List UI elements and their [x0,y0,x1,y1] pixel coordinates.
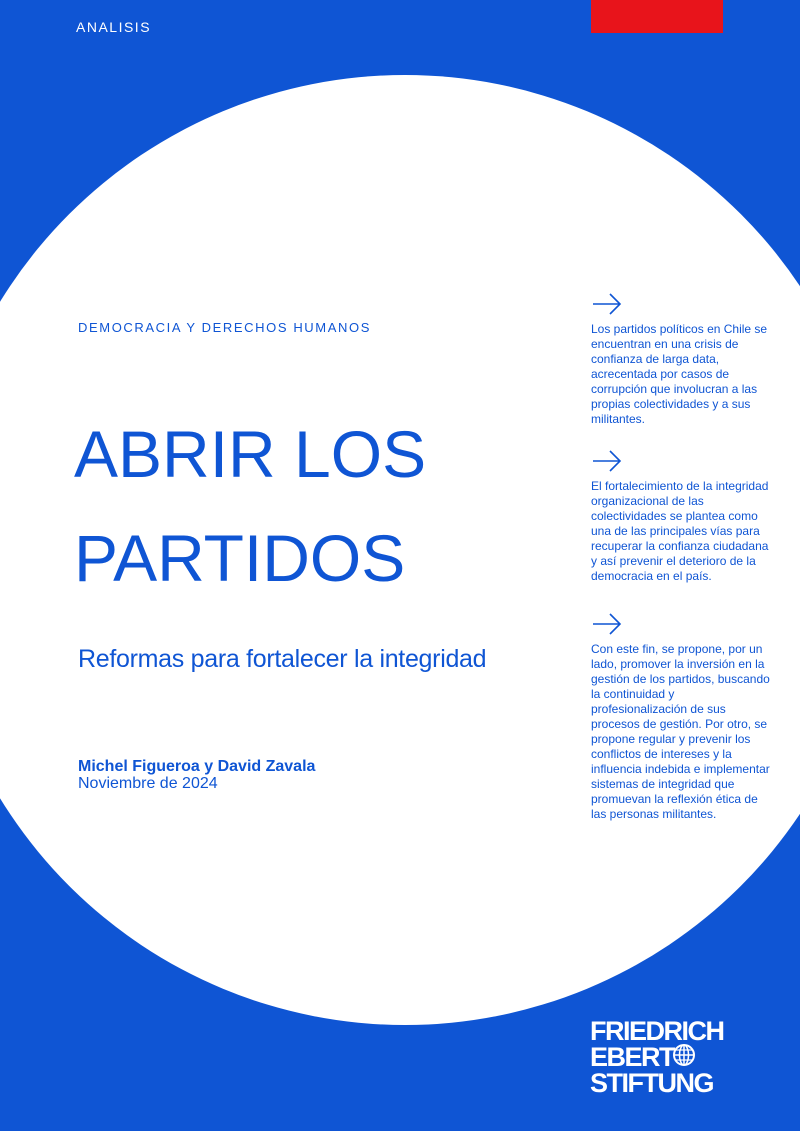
authors: Michel Figueroa y David Zavala [78,758,316,775]
fes-logo [590,1018,740,1096]
section-label: DEMOCRACIA Y DERECHOS HUMANOS [78,320,371,335]
arrow-right-icon [591,449,623,473]
page-title [74,402,554,610]
arrow-right-icon [591,292,623,316]
page-subtitle: Reformas para fortalecer la integridad [78,645,487,673]
series-label: ANALISIS [76,19,152,35]
logo-line-3: STIFTUNG [590,1068,713,1098]
logo-line-1: FRIEDRICH [590,1016,724,1046]
publication-date: Noviembre de 2024 [78,775,218,792]
red-accent-block [591,0,723,33]
key-point-text: Los partidos políticos en Chile se encuentran en una crisis de confianza de larga data, acrecentada por casos de corrupción que involucran a las propias colectividades y a sus militantes. [591,322,768,426]
title-line-1: ABRIR LOS [74,417,427,491]
key-point [591,292,773,427]
logo-line-2: EBERT [590,1042,675,1072]
key-point [591,449,773,584]
title-line-2: PARTIDOS [74,521,406,595]
key-point [591,612,773,822]
arrow-right-icon [591,612,623,636]
key-point-text: Con este fin, se propone, por un lado, promover la inversión en la gestión de los partidos, buscando la continuidad y profesionalización de sus procesos de gestión. Por otro, se propone regular y prevenir los conflictos de intereses y la influencia indebida e implementar sistemas de integridad que promuevan la reflexión ética de las personas militantes. [591,642,770,821]
globe-icon [672,1043,696,1067]
key-point-text: El fortalecimiento de la integridad organizacional de las colectividades se plantea como una de las principales vías para recuperar la confianza ciudadana y así prevenir el deterioro de la democracia en el país. [591,479,769,583]
